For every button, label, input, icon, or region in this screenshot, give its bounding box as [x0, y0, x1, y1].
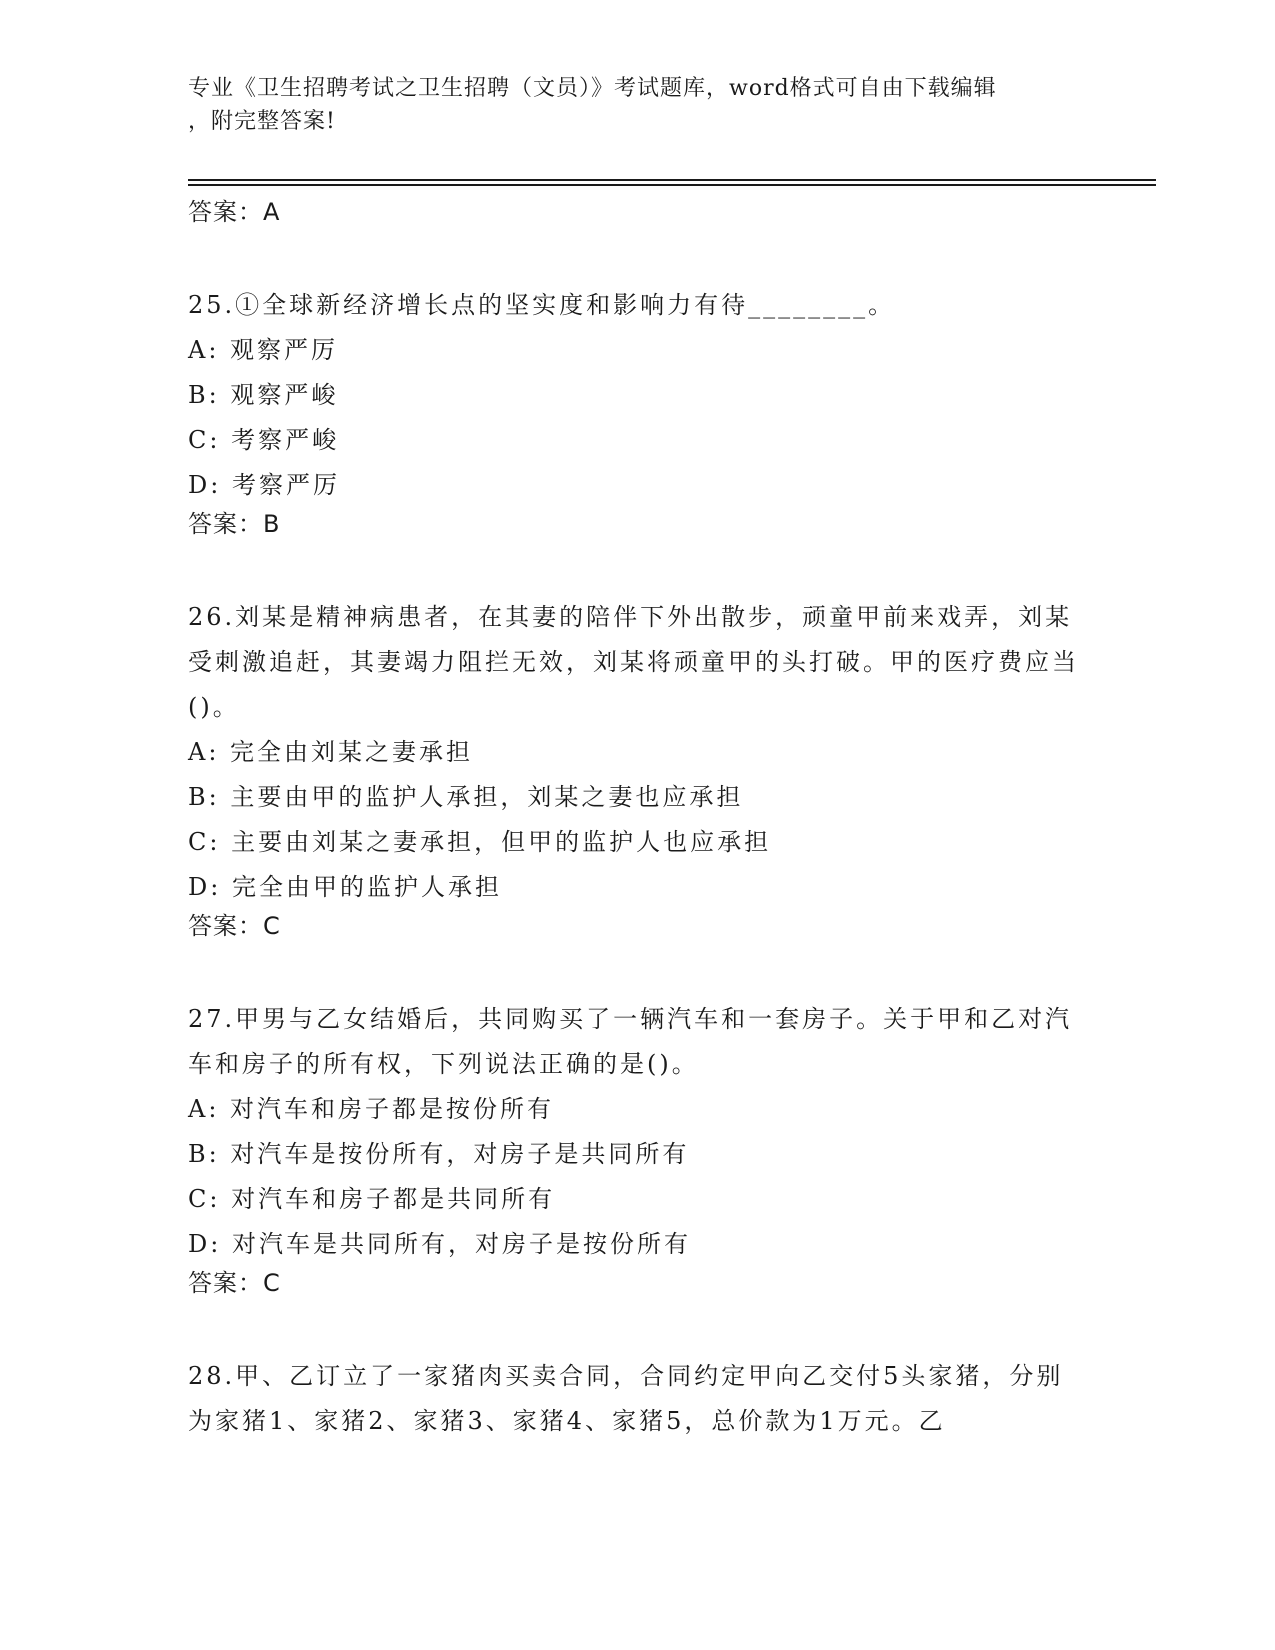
option-d: D: 完全由甲的监护人承担 [188, 873, 502, 901]
option-a: A: 对汽车和房子都是按份所有 [188, 1095, 555, 1123]
option-b: B: 对汽车是按份所有，对房子是共同所有 [188, 1140, 690, 1168]
answer-label: 答案： [188, 198, 263, 226]
option-d: D: 考察严厉 [188, 471, 340, 499]
option-c: C: 考察严峻 [188, 426, 340, 454]
document-header [188, 72, 1068, 138]
question-text: 28.甲、乙订立了一家猪肉买卖合同，合同约定甲向乙交付5头家猪，分别为家猪1、家猪2、家猪3、家猪4、家猪5，总价款为1万元。乙 [188, 1362, 1064, 1435]
answer-line [188, 196, 1088, 229]
option-c: C: 对汽车和房子都是共同所有 [188, 1185, 556, 1213]
option-d: D: 对汽车是共同所有，对房子是按份所有 [188, 1230, 691, 1258]
answer-label: 答案： [188, 510, 263, 538]
option-b: B: 观察严峻 [188, 381, 339, 409]
answer-value: B [263, 510, 281, 538]
question-27 [188, 997, 1088, 1300]
answer-line [188, 1267, 1088, 1300]
answer-value: C [263, 1269, 281, 1297]
question-26 [188, 595, 1088, 943]
answer-line [188, 508, 1088, 541]
option-a: A: 完全由刘某之妻承担 [188, 738, 474, 766]
option-c: C: 主要由刘某之妻承担，但甲的监护人也应承担 [188, 828, 772, 856]
question-list [188, 196, 1088, 1444]
answer-label: 答案： [188, 912, 263, 940]
answer-value: A [263, 198, 281, 226]
question-text: 27.甲男与乙女结婚后，共同购买了一辆汽车和一套房子。关于甲和乙对汽车和房子的所有权，下列说法正确的是()。 [188, 1005, 1073, 1078]
answer-value: C [263, 912, 281, 940]
question-25 [188, 283, 1088, 541]
header-divider-bottom [188, 184, 1156, 186]
option-b: B: 主要由甲的监护人承担，刘某之妻也应承担 [188, 783, 744, 811]
header-line-1: 专业《卫生招聘考试之卫生招聘（文员）》考试题库，word格式可自由下载编辑 [188, 76, 997, 101]
option-a: A: 观察严厉 [188, 336, 339, 364]
header-line-2: ，附完整答案! [188, 109, 336, 134]
header-divider-top [188, 179, 1156, 181]
question-text: 26.刘某是精神病患者，在其妻的陪伴下外出散步，顽童甲前来戏弄，刘某受刺激追赶，其妻竭力阻拦无效，刘某将顽童甲的头打破。甲的医疗费应当()。 [188, 603, 1079, 721]
question-text: 25.①全球新经济增长点的坚实度和影响力有待________。 [188, 291, 896, 319]
answer-label: 答案： [188, 1269, 263, 1297]
question-28 [188, 1354, 1088, 1444]
answer-line [188, 910, 1088, 943]
